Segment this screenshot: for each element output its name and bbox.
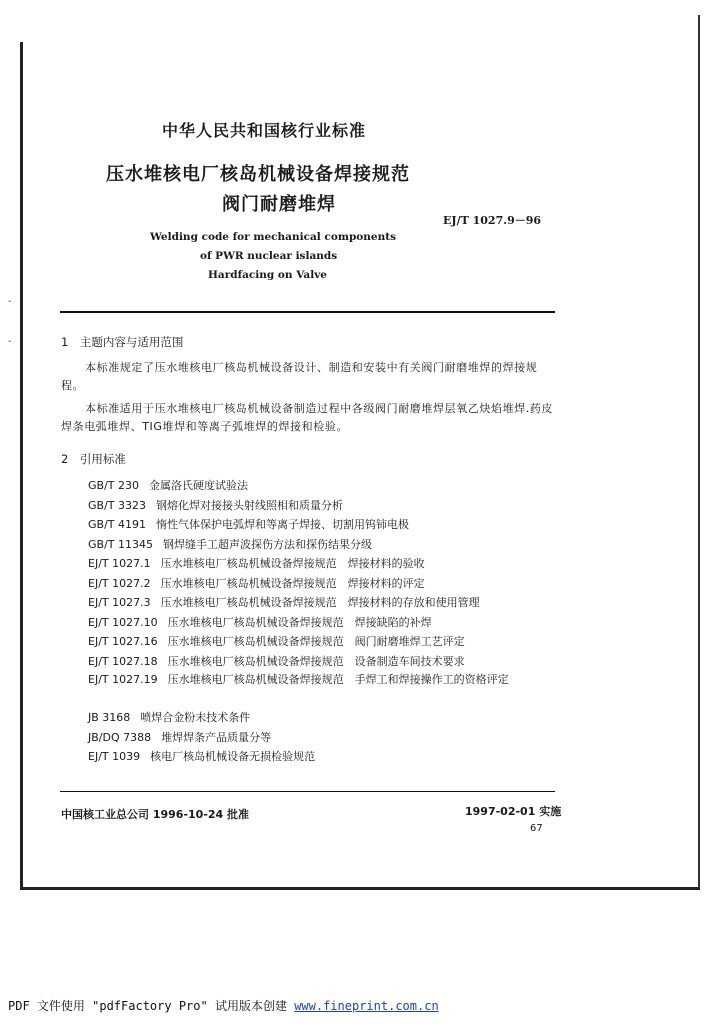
reference-title: 金属洛氏硬度试验法: [149, 479, 248, 492]
document-subtitle: 阀门耐磨堆焊: [222, 194, 336, 215]
section1-paragraph1: 本标准规定了压水堆核电厂核岛机械设备设计、制造和安装中有关阀门耐磨堆焊的焊接规程。: [61, 361, 538, 392]
reference-code: GB/T 3323: [88, 498, 146, 512]
reference-code: JB/DQ 7388: [88, 730, 152, 744]
reference-item: [88, 652, 558, 672]
reference-title: 堆焊焊条产品质量分等: [161, 730, 272, 744]
reference-item: [88, 515, 558, 535]
scan-mark: -: [8, 336, 12, 347]
reference-code: GB/T 230: [88, 479, 139, 492]
reference-code: JB 3168: [88, 711, 131, 724]
reference-code: EJ/T 1039: [88, 750, 141, 763]
footer-divider: [60, 791, 555, 792]
section1-paragraph2: 本标准适用于压水堆核电厂核岛机械设备制造过程中各级阀门耐磨堆焊层氧乙炔焰堆焊.药皮焊条电弧堆焊、TIG堆焊和等离子弧堆焊的焊接和检验。: [61, 402, 554, 433]
scan-border-bottom: [20, 887, 700, 890]
reference-item: [88, 496, 558, 516]
reference-title: 钢熔化焊对接接头射线照相和质量分析: [156, 498, 343, 512]
reference-code: EJ/T 1027.1: [88, 557, 151, 570]
reference-item: [88, 554, 558, 574]
reference-item: [88, 535, 558, 555]
reference-item: [88, 613, 558, 633]
watermark-link[interactable]: www.fineprint.com.cn: [294, 999, 439, 1013]
standard-number: EJ/T 1027.9－96: [443, 214, 542, 227]
scan-border-left: [20, 42, 23, 890]
reference-title: 压水堆核电厂核岛机械设备焊接规范 焊接缺陷的补焊: [167, 615, 432, 629]
section1-heading: 1 主题内容与适用范围: [61, 335, 184, 349]
pdf-watermark: [8, 997, 439, 1014]
reference-item: [88, 593, 558, 613]
header-divider: [60, 311, 555, 313]
reference-item: [88, 574, 558, 594]
reference-code: GB/T 11345: [88, 537, 153, 551]
english-title-line1: Welding code for mechanical components: [150, 231, 396, 243]
reference-title: 压水堆核电厂核岛机械设备焊接规范 焊接材料的存放和使用管理: [160, 596, 480, 609]
reference-code: GB/T 4191: [88, 518, 146, 531]
standard-body-heading: 中华人民共和国核行业标准: [162, 121, 367, 140]
watermark-text: PDF 文件使用 "pdfFactory Pro" 试用版本创建: [8, 999, 287, 1013]
reference-item: [88, 671, 558, 708]
reference-code: EJ/T 1027.18: [88, 654, 158, 668]
english-title-line2: of PWR nuclear islands: [200, 250, 338, 262]
reference-title: 压水堆核电厂核岛机械设备焊接规范 阀门耐磨堆焊工艺评定: [167, 635, 465, 648]
reference-item: [88, 708, 558, 728]
reference-list: [88, 476, 558, 767]
reference-code: EJ/T 1027.3: [88, 596, 151, 609]
reference-title: 压水堆核电厂核岛机械设备焊接规范 焊接材料的验收: [160, 557, 425, 570]
reference-title: 钢焊缝手工超声波探伤方法和探伤结果分级: [163, 537, 372, 551]
reference-code: EJ/T 1027.10: [88, 615, 158, 629]
scan-border-right: [698, 15, 700, 890]
reference-title: 喷焊合金粉末技术条件: [140, 711, 251, 724]
page-number: 67: [530, 823, 543, 834]
english-title-line3: Hardfacing on Valve: [208, 269, 327, 281]
reference-title: 核电厂核岛机械设备无损检验规范: [150, 750, 316, 763]
reference-title: 惰性气体保护电弧焊和等离子焊接、切割用钨铈电极: [156, 518, 409, 531]
reference-code: EJ/T 1027.2: [88, 576, 151, 590]
section2-heading: 2 引用标准: [61, 452, 126, 466]
approval-date: 中国核工业总公司 1996-10-24 批准: [61, 808, 250, 821]
reference-title: 压水堆核电厂核岛机械设备焊接规范 手焊工和焊接操作工的资格评定: [167, 673, 509, 686]
scan-mark: -: [8, 296, 12, 307]
reference-code: EJ/T 1027.16: [88, 635, 158, 648]
reference-item: [88, 476, 558, 496]
document-title: 压水堆核电厂核岛机械设备焊接规范: [106, 164, 410, 185]
reference-title: 压水堆核电厂核岛机械设备焊接规范 焊接材料的评定: [160, 576, 425, 590]
reference-code: EJ/T 1027.19: [88, 673, 158, 686]
reference-title: 压水堆核电厂核岛机械设备焊接规范 设备制造车间技术要求: [167, 654, 465, 668]
reference-item: [88, 747, 558, 767]
reference-item: [88, 632, 558, 652]
implementation-date: 1997-02-01 实施: [465, 805, 562, 818]
reference-item: [88, 728, 558, 748]
